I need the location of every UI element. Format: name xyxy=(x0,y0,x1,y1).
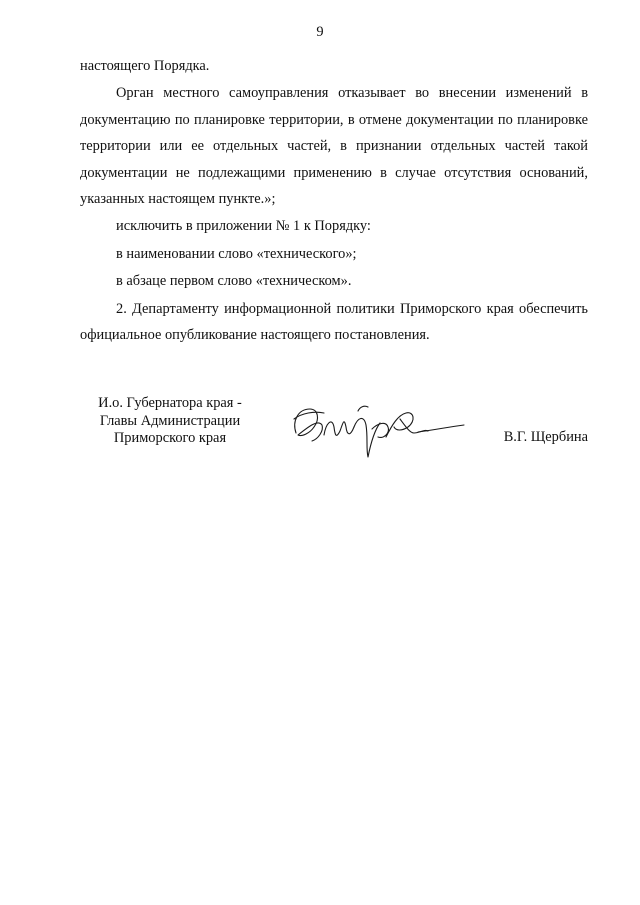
paragraph-publication-order: 2. Департаменту информационной политики Приморского края обеспечить официальное опубликование настоящего постановления. xyxy=(80,300,588,344)
document-body xyxy=(80,53,588,348)
handwritten-signature xyxy=(288,397,468,463)
signature-block xyxy=(80,395,588,475)
signatory-position-line: Приморского края xyxy=(113,430,227,446)
signatory-position xyxy=(80,395,260,448)
paragraph-exclude-annex: исключить в приложении № 1 к Порядку: xyxy=(116,218,371,235)
paragraph-title-word: в наименовании слово «технического»; xyxy=(116,245,357,262)
signatory-name: В.Г. Щербина xyxy=(503,429,588,445)
paragraph-refusal-grounds: Орган местного самоуправления отказывает во внесении изменений в документацию по планировке территории, в отмене документации по планировке территории или ее отдельных частей, в признании отдельных частей такой документации не подлежащими применению в случае отсутствия оснований, указанных настоящем пункте.»; xyxy=(80,85,588,208)
paragraph-continuation: настоящего Порядка. xyxy=(80,58,210,74)
signatory-position-line: И.о. Губернатора края - xyxy=(98,395,242,411)
signatory-position-line: Главы Администрации xyxy=(99,412,241,429)
page-number: 9 xyxy=(316,24,324,40)
paragraph-first-para-word: в абзаце первом слово «техническом». xyxy=(116,273,352,290)
